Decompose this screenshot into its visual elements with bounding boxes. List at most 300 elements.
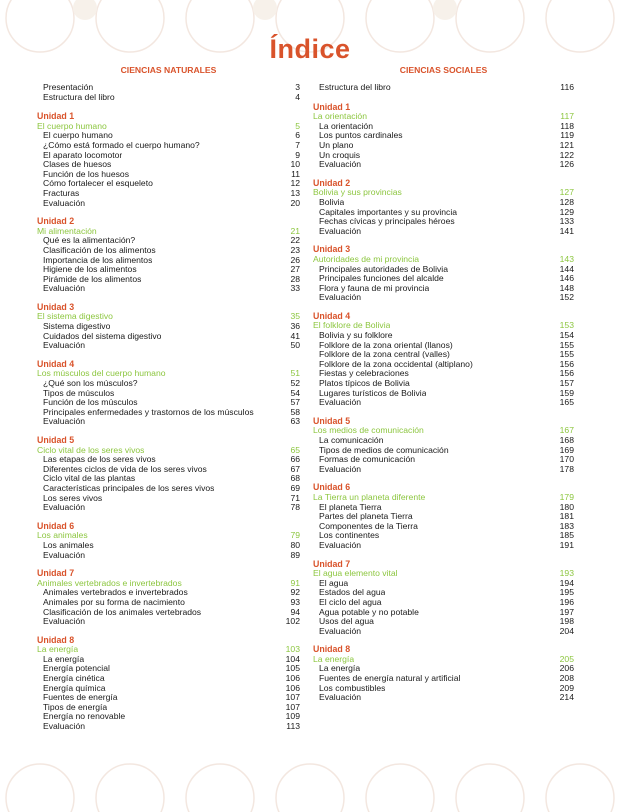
toc-entry[interactable] <box>37 494 300 504</box>
entry-title: ¿Qué son los músculos? <box>43 379 138 389</box>
unit-topic[interactable] <box>37 369 300 379</box>
unit-topic[interactable] <box>37 531 300 541</box>
entry-page: 78 <box>290 502 300 513</box>
entry-page: 22 <box>290 235 300 246</box>
entry-page: 68 <box>290 473 300 484</box>
entry-title: La orientación <box>319 121 373 131</box>
entry-title: Formas de comunicación <box>319 455 416 465</box>
column-header: CIENCIAS NATURALES <box>120 65 217 75</box>
entry-title: Evaluación <box>319 693 362 703</box>
entry-page: 170 <box>559 454 574 465</box>
toc-entry[interactable] <box>37 408 300 418</box>
unit-topic[interactable] <box>313 655 574 665</box>
entry-title: Platos típicos de Bolivia <box>319 379 410 389</box>
unit-heading: Unidad 6 <box>37 520 75 531</box>
entry-title: Los combustibles <box>319 683 386 693</box>
unit-heading: Unidad 2 <box>313 177 351 188</box>
toc-entry[interactable] <box>313 598 574 608</box>
unit-section <box>37 636 300 732</box>
entry-page: 183 <box>559 520 574 531</box>
entry-page: 4 <box>295 91 300 102</box>
toc-entry[interactable] <box>37 83 300 93</box>
unit-topic[interactable] <box>37 122 300 132</box>
topic-page: 153 <box>559 320 574 331</box>
toc-entry[interactable] <box>313 331 574 341</box>
toc-entry[interactable] <box>37 417 300 427</box>
entry-page: 33 <box>290 283 300 294</box>
entry-title: Energía potencial <box>43 664 110 674</box>
unit-section <box>313 483 574 550</box>
unit-heading: Unidad 3 <box>37 301 75 312</box>
unit-section <box>313 560 574 637</box>
toc-entry[interactable] <box>313 160 574 170</box>
entry-title: Evaluación <box>43 550 86 560</box>
entry-page: 107 <box>285 701 300 712</box>
toc-entry[interactable] <box>313 465 574 475</box>
unit-section <box>37 436 300 513</box>
unit-section <box>313 417 574 475</box>
toc-intro <box>37 83 300 102</box>
toc-entry[interactable] <box>37 160 300 170</box>
entry-page: 9 <box>295 149 300 160</box>
unit-heading: Unidad 7 <box>313 558 351 569</box>
entry-page: 66 <box>290 454 300 465</box>
toc-entry[interactable] <box>313 274 574 284</box>
entry-title: Características principales de los seres vivos <box>43 483 215 493</box>
entry-title: Folklore de la zona central (valles) <box>319 350 450 360</box>
toc-entry[interactable] <box>313 284 574 294</box>
toc-entry[interactable] <box>37 189 300 199</box>
entry-page: 28 <box>290 273 300 284</box>
entry-title: Estructura del libro <box>43 92 115 102</box>
entry-title: Folklore de la zona oriental (llanos) <box>319 340 453 350</box>
topic-title: El folklore de Bolivia <box>313 321 391 331</box>
entry-page: 204 <box>559 625 574 636</box>
topic-page: 193 <box>559 568 574 579</box>
entry-title: Evaluación <box>43 198 86 208</box>
toc-entry[interactable] <box>313 360 574 370</box>
topic-page: 179 <box>559 491 574 502</box>
entry-title: Evaluación <box>43 503 86 513</box>
topic-page: 127 <box>559 187 574 198</box>
entry-page: 180 <box>559 501 574 512</box>
entry-title: Presentación <box>43 83 94 92</box>
unit-section <box>313 312 574 408</box>
toc-entry[interactable] <box>37 332 300 342</box>
toc-entry[interactable] <box>37 131 300 141</box>
toc-entry[interactable] <box>313 512 574 522</box>
entry-title: Un croquis <box>319 150 361 160</box>
toc-entry[interactable] <box>37 455 300 465</box>
unit-heading: Unidad 3 <box>313 244 351 255</box>
entry-page: 92 <box>290 587 300 598</box>
column-header: CIENCIAS SOCIALES <box>399 65 488 75</box>
entry-title: Función de los huesos <box>43 169 129 179</box>
toc-entry[interactable] <box>37 484 300 494</box>
unit-section <box>37 217 300 294</box>
toc-entry[interactable] <box>313 208 574 218</box>
entry-page: 41 <box>290 330 300 341</box>
topic-title: El agua elemento vital <box>313 569 398 579</box>
entry-page: 141 <box>559 225 574 236</box>
toc-entry[interactable] <box>313 369 574 379</box>
entry-title: Animales vertebrados e invertebrados <box>43 588 188 598</box>
entry-title: Estados del agua <box>319 588 386 598</box>
topic-page: 79 <box>290 530 300 541</box>
entry-page: 129 <box>559 206 574 217</box>
unit-section <box>37 569 300 627</box>
entry-title: Función de los músculos <box>43 398 138 408</box>
entry-title: La energía <box>43 654 85 664</box>
entry-page: 197 <box>559 606 574 617</box>
topic-title: Los medios de comunicación <box>313 426 424 436</box>
toc-entry[interactable] <box>313 627 574 637</box>
entry-title: Bolivia y su folklore <box>319 331 393 341</box>
toc-entry[interactable] <box>37 141 300 151</box>
topic-page: 103 <box>285 644 300 655</box>
toc-entry[interactable] <box>37 664 300 674</box>
toc-entry[interactable] <box>37 712 300 722</box>
entry-page: 50 <box>290 340 300 351</box>
toc-entry[interactable] <box>313 684 574 694</box>
toc-entry[interactable] <box>313 436 574 446</box>
toc-entry[interactable] <box>37 465 300 475</box>
unit-heading: Unidad 5 <box>37 435 75 445</box>
unit-section <box>37 360 300 427</box>
entry-page: 155 <box>559 339 574 350</box>
entry-page: 122 <box>559 149 574 160</box>
entry-page: 128 <box>559 196 574 207</box>
toc-entry[interactable] <box>37 341 300 351</box>
entry-title: El cuerpo humano <box>43 131 113 141</box>
toc-entry[interactable] <box>37 170 300 180</box>
toc-entry[interactable] <box>313 588 574 598</box>
unit-section <box>313 103 574 170</box>
toc-units <box>313 103 574 703</box>
entry-page: 146 <box>559 273 574 284</box>
entry-title: Evaluación <box>319 626 362 636</box>
toc-entry[interactable] <box>37 236 300 246</box>
entry-page: 214 <box>559 692 574 703</box>
entry-title: Energía cinética <box>43 674 105 684</box>
entry-title: Evaluación <box>43 284 86 294</box>
entry-title: Evaluación <box>43 722 86 732</box>
topic-page: 205 <box>559 653 574 664</box>
toc-column-ciencias-sociales <box>313 64 574 703</box>
unit-heading: Unidad 1 <box>37 111 75 122</box>
toc-entry[interactable] <box>313 122 574 132</box>
toc-entry[interactable] <box>313 579 574 589</box>
toc-entry[interactable] <box>37 151 300 161</box>
entry-page: 26 <box>290 254 300 265</box>
entry-page: 106 <box>285 673 300 684</box>
topic-page: 143 <box>559 253 574 264</box>
toc-entry[interactable] <box>313 522 574 532</box>
entry-title: Las etapas de los seres vivos <box>43 455 156 465</box>
entry-title: Los animales <box>43 540 94 550</box>
entry-title: Evaluación <box>43 417 86 427</box>
entry-page: 159 <box>559 387 574 398</box>
toc-entry[interactable] <box>37 684 300 694</box>
entry-title: Tipos de energía <box>43 702 108 712</box>
toc-entry[interactable] <box>37 284 300 294</box>
topic-title: Animales vertebrados e invertebrados <box>37 578 182 588</box>
entry-title: Usos del agua <box>319 617 374 627</box>
entry-page: 94 <box>290 606 300 617</box>
toc-entry[interactable] <box>313 693 574 703</box>
topic-title: Los animales <box>37 531 88 541</box>
toc-entry[interactable] <box>37 703 300 713</box>
toc-entry[interactable] <box>37 179 300 189</box>
entry-page: 10 <box>290 159 300 170</box>
entry-page: 20 <box>290 197 300 208</box>
entry-title: Cómo fortalecer el esqueleto <box>43 179 153 189</box>
unit-topic[interactable] <box>313 321 574 331</box>
topic-page: 167 <box>559 425 574 436</box>
toc-entry[interactable] <box>313 455 574 465</box>
toc-entry[interactable] <box>37 474 300 484</box>
topic-title: El sistema digestivo <box>37 312 113 322</box>
unit-heading: Unidad 7 <box>37 568 75 579</box>
toc-units <box>37 112 300 731</box>
topic-title: La energía <box>37 645 79 655</box>
entry-title: Clasificación de los animales vertebrados <box>43 607 202 617</box>
entry-title: Los puntos cardinales <box>319 131 403 141</box>
toc-entry[interactable] <box>37 256 300 266</box>
toc-entry[interactable] <box>313 389 574 399</box>
entry-page: 209 <box>559 682 574 693</box>
toc-entry[interactable] <box>313 151 574 161</box>
entry-title: Componentes de la Tierra <box>319 521 418 531</box>
toc-entry[interactable] <box>37 674 300 684</box>
unit-section <box>37 522 300 560</box>
entry-page: 63 <box>290 416 300 427</box>
entry-page: 121 <box>559 139 574 150</box>
page-title: Índice <box>269 34 351 64</box>
toc-entry[interactable] <box>313 617 574 627</box>
topic-page: 117 <box>560 111 574 122</box>
entry-page: 185 <box>559 530 574 541</box>
topic-page: 51 <box>290 368 300 379</box>
unit-heading: Unidad 4 <box>313 310 351 321</box>
unit-heading: Unidad 1 <box>313 101 351 112</box>
toc-entry[interactable] <box>313 446 574 456</box>
entry-title: Principales enfermedades y trastornos de los músculos <box>43 407 254 417</box>
unit-topic[interactable] <box>37 645 300 655</box>
toc-entry[interactable] <box>313 293 574 303</box>
toc-entry[interactable] <box>313 227 574 237</box>
entry-page: 23 <box>290 244 300 255</box>
entry-page: 104 <box>285 653 300 664</box>
entry-title: Tipos de medios de comunicación <box>319 445 449 455</box>
entry-page: 178 <box>559 463 574 474</box>
unit-topic[interactable] <box>313 569 574 579</box>
toc-entry[interactable] <box>37 93 300 103</box>
toc-entry[interactable] <box>37 246 300 256</box>
toc-entry[interactable] <box>313 674 574 684</box>
toc-entry[interactable] <box>37 322 300 332</box>
unit-section <box>37 112 300 208</box>
toc-entry[interactable] <box>313 531 574 541</box>
entry-page: 198 <box>559 616 574 627</box>
unit-topic[interactable] <box>313 426 574 436</box>
toc-entry[interactable] <box>37 199 300 209</box>
entry-title: Evaluación <box>319 540 362 550</box>
entry-page: 191 <box>559 539 574 550</box>
unit-topic[interactable] <box>37 312 300 322</box>
entry-page: 165 <box>559 397 574 408</box>
decorative-footer-pattern <box>0 752 620 812</box>
entry-page: 155 <box>559 349 574 360</box>
topic-title: Autoridades de mi provincia <box>313 254 420 264</box>
entry-page: 157 <box>559 378 574 389</box>
entry-title: Fechas cívicas y principales héroes <box>319 217 455 227</box>
topic-title: El cuerpo humano <box>37 121 107 131</box>
toc-entry[interactable] <box>313 341 574 351</box>
entry-page: 116 <box>560 82 574 92</box>
toc-entry[interactable] <box>313 503 574 513</box>
unit-topic[interactable] <box>37 579 300 589</box>
entry-page: 36 <box>290 321 300 332</box>
entry-page: 3 <box>295 82 300 92</box>
entry-title: Fuentes de energía natural y artificial <box>319 674 461 684</box>
toc-entry[interactable] <box>37 608 300 618</box>
unit-topic[interactable] <box>37 446 300 456</box>
entry-title: ¿Cómo está formado el cuerpo humano? <box>43 140 200 150</box>
toc-entry[interactable] <box>37 655 300 665</box>
entry-title: El aparato locomotor <box>43 150 123 160</box>
entry-page: 169 <box>559 444 574 455</box>
topic-title: Los músculos del cuerpo humano <box>37 369 166 379</box>
unit-topic[interactable] <box>313 493 574 503</box>
entry-page: 93 <box>290 596 300 607</box>
toc-entry[interactable] <box>37 398 300 408</box>
entry-page: 6 <box>295 130 300 141</box>
topic-page: 5 <box>295 120 300 131</box>
entry-title: La comunicación <box>319 436 384 445</box>
unit-topic[interactable] <box>313 112 574 122</box>
unit-topic[interactable] <box>313 255 574 265</box>
toc-entry[interactable] <box>37 551 300 561</box>
entry-title: El agua <box>319 578 349 588</box>
entry-page: 168 <box>559 435 574 445</box>
entry-title: Evaluación <box>43 617 86 627</box>
entry-page: 27 <box>290 264 300 275</box>
entry-page: 80 <box>290 539 300 550</box>
unit-heading: Unidad 5 <box>313 415 351 426</box>
entry-title: Fiestas y celebraciones <box>319 369 409 379</box>
toc-entry[interactable] <box>313 131 574 141</box>
entry-title: Importancia de los alimentos <box>43 255 153 265</box>
entry-page: 69 <box>290 482 300 493</box>
toc-entry[interactable] <box>37 693 300 703</box>
entry-page: 107 <box>285 692 300 703</box>
entry-page: 11 <box>291 168 300 179</box>
entry-page: 154 <box>559 330 574 341</box>
entry-title: Clases de huesos <box>43 160 112 170</box>
entry-title: Fuentes de energía <box>43 693 118 703</box>
entry-title: La energía <box>319 664 361 674</box>
entry-page: 7 <box>295 139 300 150</box>
unit-heading: Unidad 4 <box>37 358 75 369</box>
toc-entry[interactable] <box>313 608 574 618</box>
toc-entry[interactable] <box>37 541 300 551</box>
entry-title: Cuidados del sistema digestivo <box>43 331 162 341</box>
entry-title: Evaluación <box>319 160 362 170</box>
entry-title: Evaluación <box>319 226 362 236</box>
entry-title: Los continentes <box>319 531 380 541</box>
entry-page: 89 <box>290 549 300 560</box>
topic-page: 91 <box>290 577 300 588</box>
entry-title: Fracturas <box>43 188 80 198</box>
topic-page: 21 <box>290 225 300 236</box>
entry-page: 148 <box>559 282 574 293</box>
unit-heading: Unidad 6 <box>313 482 351 493</box>
entry-page: 208 <box>559 673 574 684</box>
toc-entry[interactable] <box>37 598 300 608</box>
toc-entry[interactable] <box>37 588 300 598</box>
unit-section <box>313 645 574 703</box>
entry-title: Flora y fauna de mi provincia <box>319 283 430 293</box>
toc-entry[interactable] <box>313 398 574 408</box>
entry-title: Principales autoridades de Bolivia <box>319 264 448 274</box>
entry-title: Principales funciones del alcalde <box>319 274 444 284</box>
entry-title: Agua potable y no potable <box>319 607 419 617</box>
entry-page: 206 <box>559 663 574 674</box>
entry-page: 144 <box>559 263 574 274</box>
toc-entry[interactable] <box>313 198 574 208</box>
toc-entry[interactable] <box>313 664 574 674</box>
toc-entry[interactable] <box>313 541 574 551</box>
entry-page: 119 <box>560 130 574 141</box>
entry-page: 13 <box>290 187 300 198</box>
toc-entry[interactable] <box>37 617 300 627</box>
entry-page: 156 <box>559 368 574 379</box>
toc-entry[interactable] <box>313 141 574 151</box>
toc-entry[interactable] <box>37 275 300 285</box>
topic-title: Ciclo vital de los seres vivos <box>37 445 145 455</box>
toc-entry[interactable] <box>37 722 300 732</box>
toc-entry[interactable] <box>37 503 300 513</box>
entry-page: 195 <box>559 587 574 598</box>
entry-page: 181 <box>559 511 574 522</box>
entry-page: 71 <box>290 492 300 503</box>
toc-entry[interactable] <box>313 217 574 227</box>
entry-title: Partes del planeta Tierra <box>319 512 413 522</box>
entry-title: Evaluación <box>319 464 362 474</box>
unit-topic[interactable] <box>313 188 574 198</box>
unit-section <box>37 303 300 351</box>
toc-entry[interactable] <box>313 350 574 360</box>
toc-entry[interactable] <box>37 379 300 389</box>
entry-title: Clasificación de los alimentos <box>43 245 156 255</box>
unit-topic[interactable] <box>37 227 300 237</box>
unit-section <box>313 179 574 237</box>
entry-page: 54 <box>290 387 300 398</box>
toc-entry[interactable] <box>313 83 574 93</box>
entry-page: 57 <box>290 397 300 408</box>
toc-entry[interactable] <box>37 389 300 399</box>
toc-entry[interactable] <box>313 379 574 389</box>
toc-column-ciencias-naturales <box>37 64 300 732</box>
entry-page: 52 <box>290 378 300 389</box>
entry-title: Los seres vivos <box>43 493 103 503</box>
toc-entry[interactable] <box>37 265 300 275</box>
topic-title: La energía <box>313 654 355 664</box>
toc-entry[interactable] <box>313 265 574 275</box>
toc-intro <box>313 83 574 93</box>
entry-title: Energía no renovable <box>43 712 126 722</box>
